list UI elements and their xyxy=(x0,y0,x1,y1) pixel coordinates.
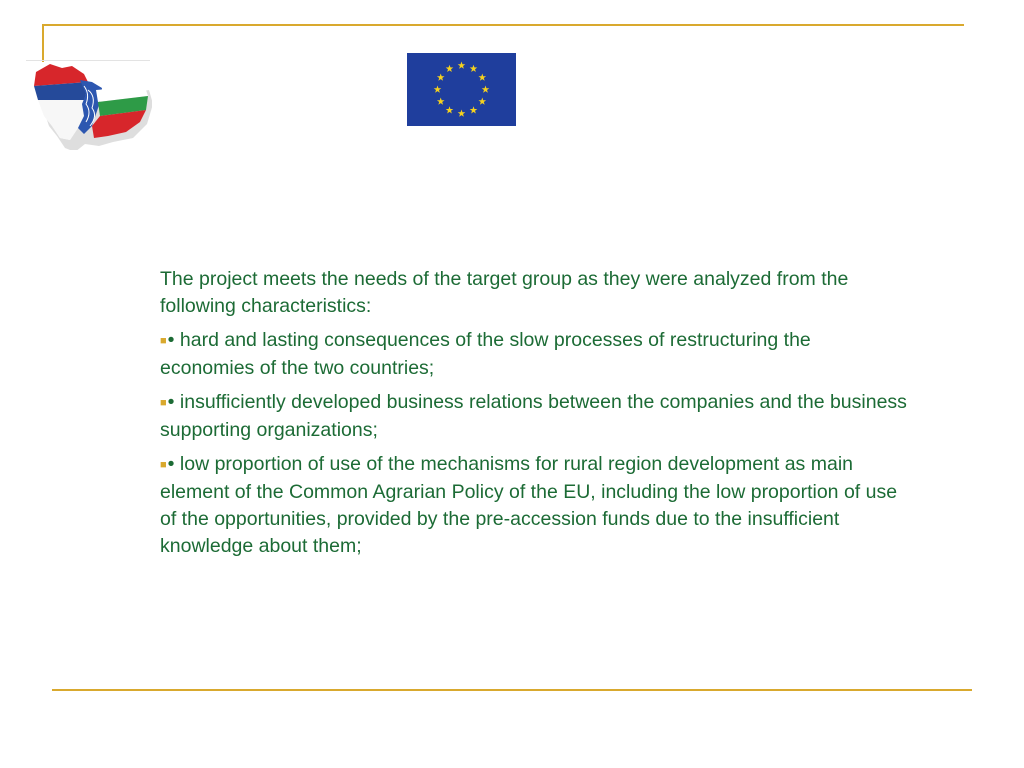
list-item-text: • low proportion of use of the mechanisms for rural region development as main element of the Common Agrarian Policy of the EU, including the low proportion of use of the opportunities, provided by the pre-accession funds due to the insufficient knowledge about them; xyxy=(160,453,898,557)
eu-flag-icon xyxy=(407,53,516,126)
slide-body xyxy=(160,266,910,567)
square-bullet-icon: ■ xyxy=(160,397,167,409)
list-item xyxy=(160,327,910,382)
list-item xyxy=(160,389,910,444)
square-bullet-icon: ■ xyxy=(160,459,167,471)
left-rule xyxy=(42,24,44,62)
intro-paragraph: The project meets the needs of the target group as they were analyzed from the following characteristics: xyxy=(160,268,849,317)
square-bullet-icon: ■ xyxy=(160,335,167,347)
list-item xyxy=(160,451,910,560)
bottom-rule xyxy=(52,689,972,691)
top-rule xyxy=(42,24,964,26)
list-item-text: • hard and lasting consequences of the slow processes of restructuring the economies of the two countries; xyxy=(160,329,811,379)
list-item-text: • insufficiently developed business relations between the companies and the business supporting organizations; xyxy=(160,391,907,441)
serbia-bulgaria-map-logo-icon xyxy=(26,60,152,150)
